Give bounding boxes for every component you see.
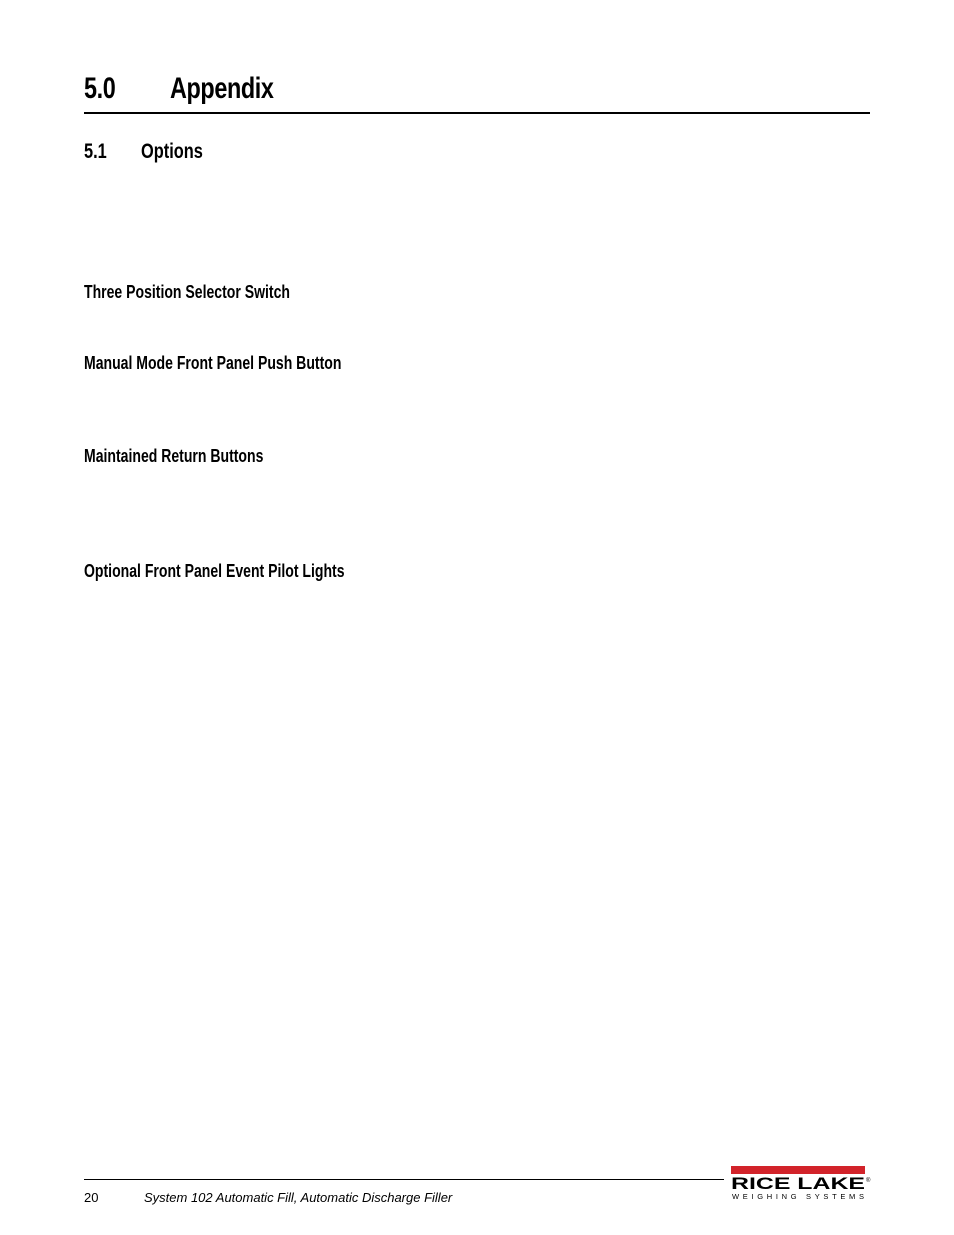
subsection-title: Optional Front Panel Event Pilot Lights bbox=[84, 561, 345, 581]
svg-text:WEIGHING SYSTEMS: WEIGHING SYSTEMS bbox=[732, 1192, 864, 1201]
svg-text:®: ® bbox=[866, 1178, 871, 1184]
section-title: Options bbox=[141, 140, 203, 163]
chapter-number: 5.0 bbox=[84, 72, 116, 105]
subsection-three-position-selector-switch bbox=[84, 282, 348, 303]
subsection-title: Three Position Selector Switch bbox=[84, 282, 290, 302]
page-number: 20 bbox=[84, 1190, 99, 1205]
section-heading bbox=[84, 140, 220, 164]
subsection-manual-mode-push-button bbox=[84, 353, 414, 374]
subsection-title: Maintained Return Buttons bbox=[84, 446, 264, 466]
chapter-heading bbox=[84, 72, 303, 106]
subsection-title: Manual Mode Front Panel Push Button bbox=[84, 353, 342, 373]
subsection-maintained-return-buttons bbox=[84, 446, 314, 467]
rice-lake-logo bbox=[731, 1166, 871, 1202]
footer-divider bbox=[84, 1179, 724, 1180]
chapter-divider bbox=[84, 112, 870, 114]
svg-text:RICE LAKE: RICE LAKE bbox=[731, 1174, 865, 1193]
section-number: 5.1 bbox=[84, 140, 107, 163]
document-title: System 102 Automatic Fill, Automatic Discharge Filler bbox=[144, 1190, 453, 1205]
subsection-event-pilot-lights bbox=[84, 561, 418, 582]
chapter-title: Appendix bbox=[170, 72, 274, 105]
